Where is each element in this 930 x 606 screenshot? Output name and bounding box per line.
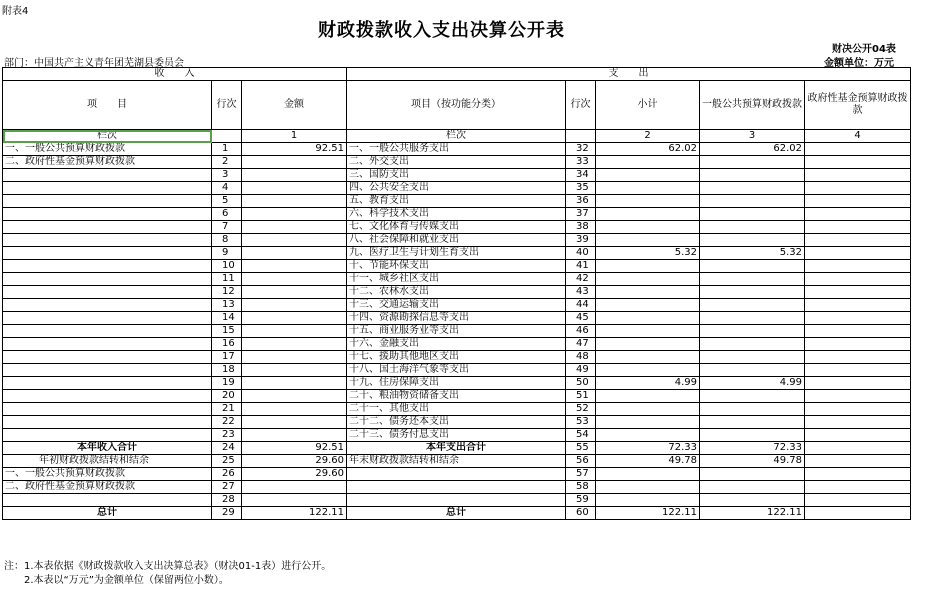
right-line-cell[interactable]: 37 (566, 208, 596, 221)
table-row (3, 156, 911, 169)
right-item-cell[interactable]: 十八、国土海洋气象等支出 (347, 364, 566, 377)
amount-header: 金额 (242, 81, 347, 130)
general-budget-header: 一般公共预算财政拨款 (700, 81, 805, 130)
subtotal-cell[interactable] (596, 286, 700, 299)
fund-budget-cell[interactable] (805, 390, 911, 403)
fund-budget-cell[interactable] (805, 494, 911, 507)
left-line-cell[interactable]: 24 (212, 442, 242, 455)
general-budget-cell[interactable] (700, 312, 805, 325)
general-budget-cell[interactable] (700, 494, 805, 507)
table-row (3, 182, 911, 195)
unit-label: 金额单位：万元 (824, 58, 894, 69)
left-line-cell[interactable]: 13 (212, 299, 242, 312)
subtotal-cell[interactable] (596, 208, 700, 221)
general-budget-cell[interactable]: 122.11 (700, 507, 805, 520)
table-row (3, 247, 911, 260)
subtotal-cell[interactable] (596, 169, 700, 182)
general-budget-cell[interactable] (700, 182, 805, 195)
left-line-cell[interactable]: 6 (212, 208, 242, 221)
right-item-cell[interactable]: 十、节能环保支出 (347, 260, 566, 273)
general-budget-cell[interactable] (700, 195, 805, 208)
right-item-cell[interactable]: 七、文化体育与传媒支出 (347, 221, 566, 234)
left-line-cell[interactable]: 10 (212, 260, 242, 273)
general-budget-cell[interactable] (700, 390, 805, 403)
right-line-cell[interactable]: 48 (566, 351, 596, 364)
right-line-cell[interactable]: 52 (566, 403, 596, 416)
right-item-cell[interactable]: 二十、粮油物资储备支出 (347, 390, 566, 403)
item-func-header: 项目（按功能分类） (347, 81, 566, 130)
right-line-cell[interactable]: 51 (566, 390, 596, 403)
left-amount-cell[interactable] (242, 156, 347, 169)
right-item-cell[interactable]: 九、医疗卫生与计划生育支出 (347, 247, 566, 260)
left-line-cell[interactable]: 29 (212, 507, 242, 520)
left-item-cell[interactable] (3, 403, 212, 416)
left-amount-cell[interactable]: 29.60 (242, 468, 347, 481)
fund-budget-header: 政府性基金预算财政拨款 (805, 81, 911, 130)
table-row (3, 221, 911, 234)
left-line-cell[interactable]: 4 (212, 182, 242, 195)
left-amount-cell[interactable] (242, 260, 347, 273)
left-amount-cell[interactable] (242, 481, 347, 494)
table-row (3, 455, 911, 468)
table-row (3, 364, 911, 377)
subtotal-cell[interactable] (596, 429, 700, 442)
right-line-cell[interactable]: 38 (566, 221, 596, 234)
fund-budget-cell[interactable] (805, 455, 911, 468)
right-item-cell[interactable]: 四、公共安全支出 (347, 182, 566, 195)
right-line-cell[interactable]: 40 (566, 247, 596, 260)
left-line-cell[interactable]: 15 (212, 325, 242, 338)
left-amount-cell[interactable] (242, 377, 347, 390)
left-item-cell[interactable] (3, 260, 212, 273)
left-line-cell[interactable]: 27 (212, 481, 242, 494)
left-amount-cell[interactable] (242, 429, 347, 442)
subtotal-cell[interactable] (596, 364, 700, 377)
general-budget-cell[interactable]: 49.78 (700, 455, 805, 468)
left-line-cell[interactable]: 26 (212, 468, 242, 481)
left-amount-cell[interactable]: 92.51 (242, 442, 347, 455)
right-item-cell[interactable]: 本年支出合计 (347, 442, 566, 455)
table-row (3, 169, 911, 182)
right-item-cell[interactable] (347, 481, 566, 494)
subtotal-cell[interactable] (596, 299, 700, 312)
right-line-cell[interactable]: 44 (566, 299, 596, 312)
right-item-cell[interactable]: 二、外交支出 (347, 156, 566, 169)
general-budget-cell[interactable]: 5.32 (700, 247, 805, 260)
left-line-cell[interactable]: 1 (212, 143, 242, 156)
fund-budget-cell[interactable] (805, 403, 911, 416)
right-item-cell[interactable]: 五、教育支出 (347, 195, 566, 208)
left-amount-cell[interactable] (242, 195, 347, 208)
department-label: 部门：中国共产主义青年团芜湖县委员会 (4, 58, 184, 69)
fund-budget-cell[interactable] (805, 182, 911, 195)
right-line-cell[interactable]: 43 (566, 286, 596, 299)
subtotal-cell[interactable] (596, 260, 700, 273)
right-line-cell[interactable]: 59 (566, 494, 596, 507)
table-row (3, 390, 911, 403)
fund-budget-cell[interactable] (805, 260, 911, 273)
left-amount-cell[interactable] (242, 351, 347, 364)
finance-table (2, 67, 911, 520)
subtotal-cell[interactable] (596, 351, 700, 364)
subtotal-cell[interactable] (596, 403, 700, 416)
fund-budget-cell[interactable] (805, 312, 911, 325)
lanci-cell-2: 栏次 (347, 130, 566, 143)
fund-budget-cell[interactable] (805, 221, 911, 234)
fund-budget-cell[interactable] (805, 143, 911, 156)
general-budget-cell[interactable] (700, 325, 805, 338)
general-budget-cell[interactable] (700, 156, 805, 169)
left-item-cell[interactable] (3, 247, 212, 260)
subtotal-cell[interactable] (596, 494, 700, 507)
header-row-income-expense (3, 68, 911, 81)
fund-budget-cell[interactable] (805, 507, 911, 520)
left-line-cell[interactable]: 8 (212, 234, 242, 247)
table-row (3, 468, 911, 481)
subtotal-cell[interactable] (596, 182, 700, 195)
left-amount-cell[interactable] (242, 273, 347, 286)
right-line-cell[interactable]: 53 (566, 416, 596, 429)
table-row (3, 377, 911, 390)
subtotal-cell[interactable] (596, 390, 700, 403)
left-amount-cell[interactable] (242, 221, 347, 234)
right-item-cell[interactable] (347, 494, 566, 507)
right-line-cell[interactable]: 50 (566, 377, 596, 390)
table-row (3, 234, 911, 247)
left-item-cell[interactable] (3, 286, 212, 299)
table-row (3, 351, 911, 364)
col-index-4: 4 (805, 130, 911, 143)
left-line-cell[interactable]: 11 (212, 273, 242, 286)
table-row (3, 312, 911, 325)
fund-budget-cell[interactable] (805, 364, 911, 377)
fund-budget-cell[interactable] (805, 377, 911, 390)
left-line-cell[interactable]: 28 (212, 494, 242, 507)
left-item-cell[interactable] (3, 299, 212, 312)
right-line-cell[interactable]: 55 (566, 442, 596, 455)
left-item-cell[interactable] (3, 416, 212, 429)
left-item-cell[interactable] (3, 494, 212, 507)
table-row (3, 403, 911, 416)
fund-budget-cell[interactable] (805, 338, 911, 351)
left-item-cell[interactable] (3, 208, 212, 221)
general-budget-cell[interactable] (700, 169, 805, 182)
left-line-cell[interactable]: 7 (212, 221, 242, 234)
general-budget-cell[interactable] (700, 208, 805, 221)
right-item-cell[interactable]: 三、国防支出 (347, 169, 566, 182)
right-line-cell[interactable]: 45 (566, 312, 596, 325)
general-budget-cell[interactable] (700, 234, 805, 247)
table-row (3, 143, 911, 156)
right-line-cell[interactable]: 58 (566, 481, 596, 494)
fund-budget-cell[interactable] (805, 156, 911, 169)
note-2: 2.本表以“万元”为金额单位（保留两位小数）。 (4, 575, 229, 586)
left-item-cell[interactable] (3, 351, 212, 364)
general-budget-cell[interactable]: 4.99 (700, 377, 805, 390)
fund-budget-cell[interactable] (805, 299, 911, 312)
right-item-cell[interactable]: 八、社会保障和就业支出 (347, 234, 566, 247)
right-line-cell[interactable]: 60 (566, 507, 596, 520)
col-index-1: 1 (242, 130, 347, 143)
left-item-cell[interactable]: 二、政府性基金预算财政拨款 (3, 156, 212, 169)
fund-budget-cell[interactable] (805, 234, 911, 247)
general-budget-cell[interactable] (700, 286, 805, 299)
subtotal-cell[interactable]: 62.02 (596, 143, 700, 156)
line-header-2: 行次 (566, 81, 596, 130)
right-line-cell[interactable]: 54 (566, 429, 596, 442)
fund-budget-cell[interactable] (805, 247, 911, 260)
general-budget-cell[interactable] (700, 364, 805, 377)
general-budget-cell[interactable] (700, 221, 805, 234)
right-item-cell[interactable]: 十六、金融支出 (347, 338, 566, 351)
subtotal-cell[interactable] (596, 468, 700, 481)
subtotal-cell[interactable]: 122.11 (596, 507, 700, 520)
left-amount-cell[interactable] (242, 416, 347, 429)
subtotal-header: 小计 (596, 81, 700, 130)
left-line-cell[interactable]: 9 (212, 247, 242, 260)
fund-budget-cell[interactable] (805, 442, 911, 455)
table-row (3, 273, 911, 286)
left-amount-cell[interactable] (242, 234, 347, 247)
fund-budget-cell[interactable] (805, 416, 911, 429)
header-row-columns (3, 81, 911, 130)
left-amount-cell[interactable] (242, 364, 347, 377)
left-amount-cell[interactable] (242, 286, 347, 299)
right-line-cell[interactable]: 41 (566, 260, 596, 273)
left-line-cell[interactable]: 19 (212, 377, 242, 390)
general-budget-cell[interactable] (700, 468, 805, 481)
left-item-cell[interactable]: 年初财政拨款结转和结余 (3, 455, 212, 468)
left-line-cell[interactable]: 22 (212, 416, 242, 429)
left-line-cell[interactable]: 20 (212, 390, 242, 403)
right-line-cell[interactable]: 56 (566, 455, 596, 468)
right-line-cell[interactable]: 33 (566, 156, 596, 169)
right-line-cell[interactable]: 32 (566, 143, 596, 156)
left-item-cell[interactable] (3, 325, 212, 338)
subtotal-cell[interactable] (596, 481, 700, 494)
right-item-cell[interactable]: 二十二、债务还本支出 (347, 416, 566, 429)
right-line-cell[interactable]: 46 (566, 325, 596, 338)
left-item-cell[interactable]: 总计 (3, 507, 212, 520)
left-line-cell[interactable]: 3 (212, 169, 242, 182)
table-row (3, 507, 911, 520)
right-item-cell[interactable]: 六、科学技术支出 (347, 208, 566, 221)
table-row (3, 195, 911, 208)
left-amount-cell[interactable] (242, 390, 347, 403)
income-header: 收 入 (3, 68, 347, 81)
subtotal-cell[interactable] (596, 325, 700, 338)
table-row (3, 338, 911, 351)
left-amount-cell[interactable] (242, 247, 347, 260)
left-line-cell[interactable]: 23 (212, 429, 242, 442)
general-budget-cell[interactable] (700, 416, 805, 429)
annex-label: 附表4 (2, 6, 29, 17)
right-item-cell[interactable]: 十七、援助其他地区支出 (347, 351, 566, 364)
left-item-cell[interactable] (3, 169, 212, 182)
fund-budget-cell[interactable] (805, 286, 911, 299)
left-item-cell[interactable]: 本年收入合计 (3, 442, 212, 455)
fund-budget-cell[interactable] (805, 208, 911, 221)
left-item-cell[interactable] (3, 182, 212, 195)
right-line-cell[interactable]: 42 (566, 273, 596, 286)
left-amount-cell[interactable] (242, 299, 347, 312)
left-item-cell[interactable] (3, 390, 212, 403)
general-budget-cell[interactable] (700, 481, 805, 494)
expense-header: 支 出 (347, 68, 911, 81)
fund-budget-cell[interactable] (805, 351, 911, 364)
table-row (3, 260, 911, 273)
left-amount-cell[interactable] (242, 325, 347, 338)
left-item-cell[interactable] (3, 273, 212, 286)
right-line-cell[interactable]: 36 (566, 195, 596, 208)
right-item-cell[interactable]: 十二、农林水支出 (347, 286, 566, 299)
fund-budget-cell[interactable] (805, 325, 911, 338)
left-line-cell[interactable]: 25 (212, 455, 242, 468)
left-amount-cell[interactable] (242, 494, 347, 507)
general-budget-cell[interactable] (700, 273, 805, 286)
subtotal-cell[interactable]: 49.78 (596, 455, 700, 468)
subtotal-cell[interactable] (596, 156, 700, 169)
left-item-cell[interactable]: 一、一般公共预算财政拨款 (3, 468, 212, 481)
general-budget-cell[interactable]: 72.33 (700, 442, 805, 455)
note-1: 注：1.本表依据《财政拨款收入支出决算总表》（财决01-1表）进行公开。 (4, 561, 332, 572)
right-item-cell[interactable]: 一、一般公共服务支出 (347, 143, 566, 156)
left-amount-cell[interactable] (242, 338, 347, 351)
table-row (3, 494, 911, 507)
subtotal-cell[interactable] (596, 312, 700, 325)
right-item-cell[interactable]: 总计 (347, 507, 566, 520)
general-budget-cell[interactable] (700, 429, 805, 442)
left-amount-cell[interactable] (242, 208, 347, 221)
subtotal-cell[interactable] (596, 234, 700, 247)
general-budget-cell[interactable] (700, 260, 805, 273)
right-item-cell[interactable]: 二十一、其他支出 (347, 403, 566, 416)
left-line-cell[interactable]: 5 (212, 195, 242, 208)
subtotal-cell[interactable]: 4.99 (596, 377, 700, 390)
left-item-cell[interactable] (3, 429, 212, 442)
left-item-cell[interactable] (3, 377, 212, 390)
left-line-cell[interactable]: 21 (212, 403, 242, 416)
right-item-cell[interactable]: 二十三、债务付息支出 (347, 429, 566, 442)
left-amount-cell[interactable] (242, 312, 347, 325)
col-index-2: 2 (596, 130, 700, 143)
right-line-cell[interactable]: 35 (566, 182, 596, 195)
right-line-cell[interactable]: 34 (566, 169, 596, 182)
left-item-cell[interactable]: 二、政府性基金预算财政拨款 (3, 481, 212, 494)
header-row-lanci (3, 130, 911, 143)
left-item-cell[interactable] (3, 364, 212, 377)
lanci-blank-2 (566, 130, 596, 143)
right-item-cell[interactable]: 十一、城乡社区支出 (347, 273, 566, 286)
left-amount-cell[interactable]: 122.11 (242, 507, 347, 520)
fund-budget-cell[interactable] (805, 429, 911, 442)
fund-budget-cell[interactable] (805, 468, 911, 481)
lanci-cell-selected[interactable]: 栏次 (3, 130, 212, 143)
table-row (3, 416, 911, 429)
item-header: 项 目 (3, 81, 212, 130)
left-line-cell[interactable]: 12 (212, 286, 242, 299)
right-line-cell[interactable]: 47 (566, 338, 596, 351)
left-amount-cell[interactable]: 29.60 (242, 455, 347, 468)
lanci-blank (212, 130, 242, 143)
subtotal-cell[interactable] (596, 273, 700, 286)
fund-budget-cell[interactable] (805, 169, 911, 182)
col-index-3: 3 (700, 130, 805, 143)
subtotal-cell[interactable] (596, 221, 700, 234)
fund-budget-cell[interactable] (805, 195, 911, 208)
table-row (3, 325, 911, 338)
subtotal-cell[interactable] (596, 416, 700, 429)
right-item-cell[interactable]: 年末财政拨款结转和结余 (347, 455, 566, 468)
page-title: 财政拨款收入支出决算公开表 (318, 20, 565, 41)
left-amount-cell[interactable] (242, 403, 347, 416)
left-item-cell[interactable] (3, 195, 212, 208)
left-item-cell[interactable]: 一、一般公共预算财政拨款 (3, 143, 212, 156)
left-amount-cell[interactable] (242, 182, 347, 195)
general-budget-cell[interactable] (700, 338, 805, 351)
table-row (3, 442, 911, 455)
table-row (3, 481, 911, 494)
fund-budget-cell[interactable] (805, 273, 911, 286)
subtotal-cell[interactable] (596, 195, 700, 208)
line-header: 行次 (212, 81, 242, 130)
table-row (3, 299, 911, 312)
table-row (3, 286, 911, 299)
fund-budget-cell[interactable] (805, 481, 911, 494)
left-item-cell[interactable] (3, 312, 212, 325)
table-row (3, 429, 911, 442)
left-amount-cell[interactable] (242, 169, 347, 182)
left-line-cell[interactable]: 14 (212, 312, 242, 325)
subtotal-cell[interactable]: 5.32 (596, 247, 700, 260)
left-line-cell[interactable]: 16 (212, 338, 242, 351)
general-budget-cell[interactable] (700, 403, 805, 416)
right-line-cell[interactable]: 57 (566, 468, 596, 481)
left-line-cell[interactable]: 17 (212, 351, 242, 364)
subtotal-cell[interactable] (596, 338, 700, 351)
right-item-cell[interactable] (347, 468, 566, 481)
left-item-cell[interactable] (3, 338, 212, 351)
left-amount-cell[interactable]: 92.51 (242, 143, 347, 156)
general-budget-cell[interactable] (700, 299, 805, 312)
left-line-cell[interactable]: 18 (212, 364, 242, 377)
left-line-cell[interactable]: 2 (212, 156, 242, 169)
left-item-cell[interactable] (3, 221, 212, 234)
right-item-cell[interactable]: 十四、资源勘探信息等支出 (347, 312, 566, 325)
right-item-cell[interactable]: 十三、交通运输支出 (347, 299, 566, 312)
right-item-cell[interactable]: 十五、商业服务业等支出 (347, 325, 566, 338)
right-line-cell[interactable]: 49 (566, 364, 596, 377)
general-budget-cell[interactable] (700, 351, 805, 364)
subtotal-cell[interactable]: 72.33 (596, 442, 700, 455)
left-item-cell[interactable] (3, 234, 212, 247)
table-row (3, 208, 911, 221)
general-budget-cell[interactable]: 62.02 (700, 143, 805, 156)
right-item-cell[interactable]: 十九、住房保障支出 (347, 377, 566, 390)
right-line-cell[interactable]: 39 (566, 234, 596, 247)
form-code: 财决公开04表 (832, 44, 896, 55)
